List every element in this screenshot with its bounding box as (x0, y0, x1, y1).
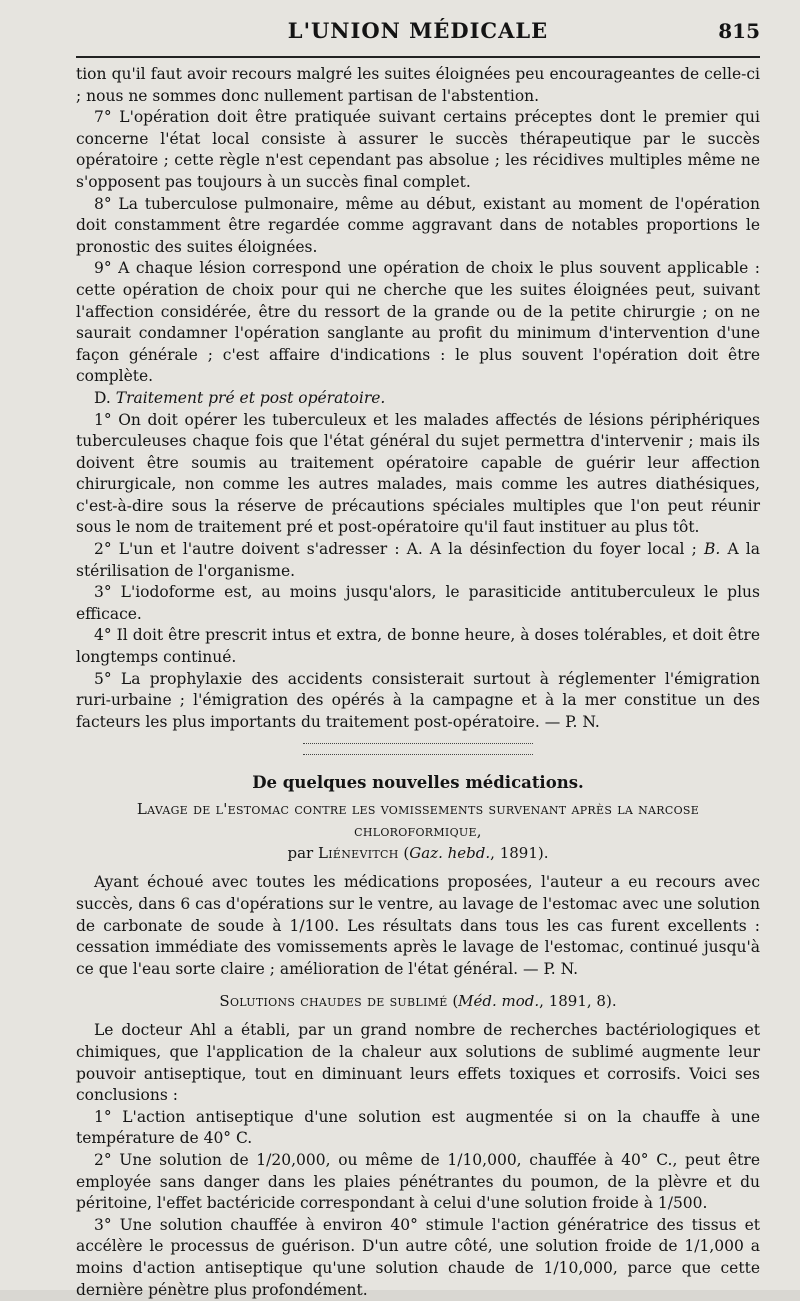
paragraph-d2 (76, 539, 760, 582)
article-lavage-text: Ayant échoué avec toutes les médications proposées, l'auteur a eu recours avec succès, dans 6 cas d'opérations sur le ventre, au lavage de l'estomac avec une solution de carbonate de soude à 1/100. Les résultats dans tous les cas furent excellents : cessation immédiate des vomissements après le lavage de l'estomac, continué jusqu'à ce que l'eau sorte claire ; amélioration de l'état général. — P. N. (76, 873, 760, 978)
paragraph-d5: 5° La prophylaxie des accidents consisterait surtout à réglementer l'émigration ruri-urbaine ; l'émigration des opérés à la campagne et à la mer constitue un des facteurs les plus importants du traitement post-opératoire. — P. N. (76, 669, 760, 731)
running-head (76, 18, 760, 52)
article-by: par (287, 844, 314, 863)
header-rule (76, 56, 760, 58)
dotted-separator (303, 754, 533, 755)
d2-b-label: B. (704, 540, 721, 559)
citation-open: ( (403, 844, 410, 863)
subsection-title: Traitement pré et post opératoire. (115, 388, 386, 407)
citation-journal: Gaz. hebd. (409, 844, 491, 863)
citation-open: ( (452, 992, 459, 1011)
citation-journal: Méd. mod. (458, 992, 540, 1011)
conclusion-3: 3° Une solution chauffée à environ 40° stimule l'action génératrice des tissus et accélère le processus de guérison. D'un autre côté, une solution froide de 1/1,000 a moins d'action antiseptique qu'une solution chaude de 1/10,000, parce que cette dernière pénètre plus profondément. (76, 1215, 760, 1299)
article-title-sublime (76, 990, 760, 1012)
paragraph-point-9: 9° A chaque lésion correspond une opération de choix le plus souvent applicable : cette opération de choix pour qui ne cherche que les suites éloignées peut, suivant l'affection considérée, être du ressort de la grande ou de la petite chirurgie ; on ne saurait condamner l'opération sanglante au profit du minimum d'intervention d'une façon générale ; c'est affaire d'indications : le plus souvent l'opération doit être complète. (76, 259, 760, 386)
article-title-lavage (76, 798, 760, 864)
conclusion-1: 1° L'action antiseptique d'une solution est augmentée si on la chauffe à une température de 40° C. (76, 1107, 760, 1148)
paragraph-d1: 1° On doit opérer les tuberculeux et les malades affectés de lésions périphériques tuberculeuses chaque fois que l'état général du sujet permettra d'intervenir ; mais ils doivent être soumis au traitement opératoire capable de guérir leur affection chirurgicale, non comme les autres malades, mais comme les autres diathésiques, c'est-à-dire sous la réserve de précautions spéciales multiples que l'on peut réunir sous le nom de traitement pré et post-opératoire qu'il faut instituer au plus tôt. (76, 410, 760, 537)
dotted-separator (303, 743, 533, 744)
citation-year: , 1891). (490, 844, 549, 863)
page-number: 815 (718, 19, 760, 43)
article-author: Liénevitch (318, 844, 399, 863)
journal-title: L'UNION MÉDICALE (287, 18, 549, 43)
paragraph-d4: 4° Il doit être prescrit intus et extra, de bonne heure, à doses tolérables, et doit être longtemps continué. (76, 626, 760, 667)
d2-first-part: 2° L'un et l'autre doivent s'adresser : A. A la désinfection du foyer local ; (94, 540, 697, 559)
subsection-heading-d (76, 388, 760, 410)
paragraph-d3: 3° L'iodoforme est, au moins jusqu'alors, le parasiticide antituberculeux le plus efficace. (76, 583, 760, 623)
citation-rest: , 1891, 8). (539, 992, 617, 1011)
d2-second-part: A la stérilisation de l'organisme. (76, 540, 761, 580)
subsection-letter: D. (94, 388, 111, 407)
paragraph-continued: tion qu'il faut avoir recours malgré les suites éloignées peu encourageantes de celle-ci ; nous ne sommes donc nullement partisan de l'abstention. (76, 65, 760, 105)
article-sublime-intro: Le docteur Ahl a établi, par un grand nombre de recherches bactériologiques et chimiques, que l'application de la chaleur aux solutions de sublimé augmente leur pouvoir antiseptique, tout en diminuant leurs effets toxiques et corrosifs. Voici ses conclusions : (76, 1021, 760, 1105)
article-title-text: Lavage de l'estomac contre les vomissements survenant après la narcose chloroformique, (136, 800, 700, 841)
conclusion-2: 2° Une solution de 1/20,000, ou même de 1/10,000, chauffée à 40° C., peut être employée sans danger dans les plaies pénétrantes du poumon, de la plèvre et du péritoine, l'effet bactéricide correspondant à celui d'une solution froide à 1/500. (76, 1150, 760, 1213)
paragraph-point-8: 8° La tuberculose pulmonaire, même au début, existant au moment de l'opération doit constamment être regardée comme aggravant dans de notables proportions le pronostic des suites éloignées. (76, 194, 760, 256)
paragraph-point-7: 7° L'opération doit être pratiquée suivant certains préceptes dont le premier qui concerne l'état local consiste à assurer le succès thérapeutique par le succès opératoire ; cette règle n'est cependant pas absolue ; les récidives multiples même ne s'opposent pas toujours à un succès final complet. (76, 108, 760, 191)
article-title-text: Solutions chaudes de sublimé (219, 992, 448, 1011)
section-title: De quelques nouvelles médications. (252, 773, 584, 793)
